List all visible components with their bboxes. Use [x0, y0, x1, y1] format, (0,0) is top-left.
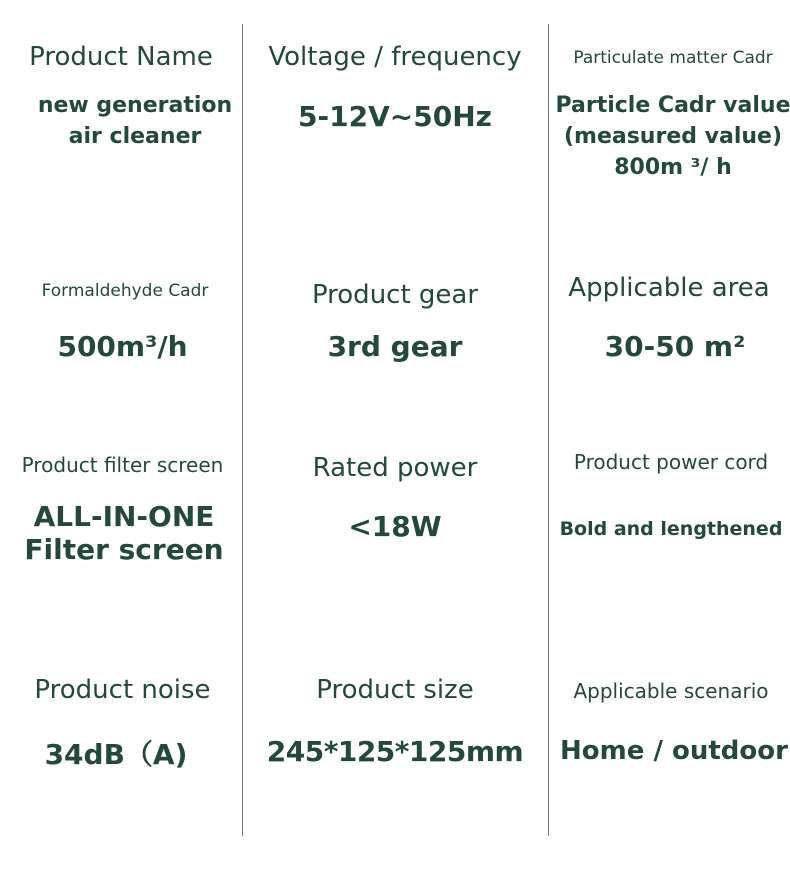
spec-value-filter-screen: [0, 500, 248, 566]
spec-value-product-noise: [0, 733, 232, 773]
spec-label-particulate-cadr: Particulate matter Cadr: [573, 48, 773, 68]
spec-label-filter-screen: Product filter screen: [21, 453, 224, 477]
spec-value-formaldehyde-cadr: [0, 330, 245, 363]
spec-label-product-size: Product size: [316, 675, 474, 705]
spec-value-applicable-area: [548, 330, 790, 363]
spec-value-line: Bold and lengthened: [559, 518, 783, 540]
spec-label-product-gear: Product gear: [311, 280, 479, 310]
spec-value-line: <18W: [348, 510, 442, 543]
spec-value-rated-power: [242, 510, 548, 543]
spec-label-product-name: Product Name: [29, 42, 213, 72]
spec-value-voltage: [242, 100, 548, 133]
spec-value-line: 30-50 m²: [604, 330, 746, 363]
spec-value-line: ALL-IN-ONE: [33, 500, 215, 533]
spec-label-power-cord: Product power cord: [573, 450, 769, 474]
spec-value-product-name: [10, 90, 260, 152]
spec-value-line: 34dB（A): [44, 738, 188, 771]
spec-label-product-noise: Product noise: [34, 675, 211, 705]
spec-value-line: new generation: [37, 93, 233, 118]
spec-value-line: 800m ³/ h: [614, 155, 732, 180]
spec-value-power-cord: [548, 518, 790, 540]
spec-value-particulate-cadr: [548, 90, 790, 183]
spec-value-line: 5-12V~50Hz: [298, 100, 492, 133]
spec-value-product-gear: [242, 330, 548, 363]
spec-label-applicable-scenario: Applicable scenario: [573, 679, 769, 703]
spec-value-product-size: [242, 735, 548, 768]
spec-label-rated-power: Rated power: [312, 453, 478, 483]
spec-value-line: Filter screen: [24, 533, 224, 566]
spec-value-line: air cleaner: [68, 124, 202, 149]
spec-value-line: 500m³/h: [57, 330, 188, 363]
spec-label-voltage: Voltage / frequency: [268, 42, 522, 72]
spec-value-applicable-scenario: [548, 736, 790, 766]
spec-value-line: Home / outdoor: [560, 736, 788, 766]
spec-label-formaldehyde-cadr: Formaldehyde Cadr: [41, 281, 209, 301]
spec-value-line: 3rd gear: [327, 330, 463, 363]
spec-label-applicable-area: Applicable area: [568, 273, 770, 303]
spec-value-line: (measured value): [563, 124, 783, 149]
spec-value-line: 245*125*125mm: [266, 735, 524, 768]
spec-value-line: Particle Cadr value: [555, 93, 790, 118]
